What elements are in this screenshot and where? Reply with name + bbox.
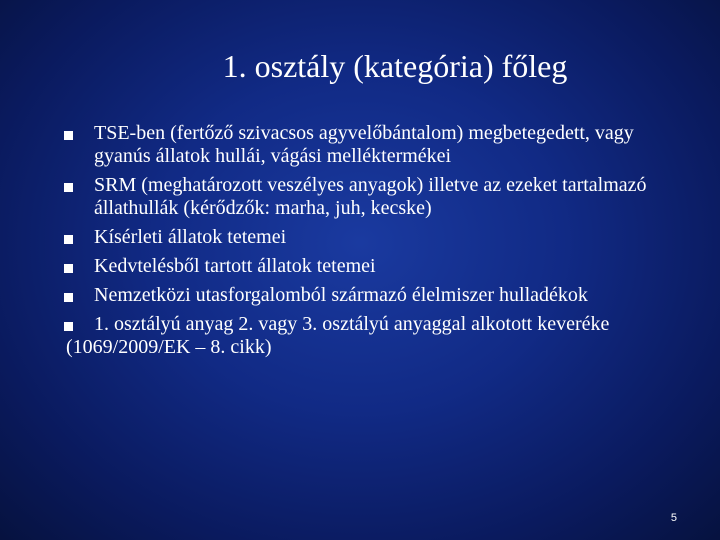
slide-title: 1. osztály (kategória) főleg (222, 48, 568, 84)
page-number: 5 (670, 512, 677, 524)
slide-body (64, 122, 684, 359)
bullet-item (64, 313, 684, 336)
bullet-list (64, 122, 684, 336)
bullet-text: Kísérleti állatok tetemei (94, 226, 287, 248)
bullet-item (64, 226, 684, 249)
bullet-item (64, 122, 684, 168)
bullet-item (64, 255, 684, 278)
bullet-text: SRM (meghatározott veszélyes anyagok) illetve az ezeket tartalmazó állathullák (kérődzők: marha, juh, kecske) (94, 174, 647, 219)
bullet-text: Kedvtelésből tartott állatok tetemei (94, 255, 376, 277)
square-bullet-icon (64, 131, 73, 140)
legal-reference: (1069/2009/EK – 8. cikk) (66, 336, 272, 358)
bullet-item (64, 174, 684, 220)
bullet-item (64, 284, 684, 307)
square-bullet-icon (64, 264, 73, 273)
square-bullet-icon (64, 322, 73, 331)
bullet-text: Nemzetközi utasforgalomból származó élelmiszer hulladékok (94, 284, 588, 306)
bullet-text: 1. osztályú anyag 2. vagy 3. osztályú anyaggal alkotott keveréke (94, 313, 610, 335)
square-bullet-icon (64, 293, 73, 302)
square-bullet-icon (64, 183, 73, 192)
square-bullet-icon (64, 235, 73, 244)
bullet-text: TSE-ben (fertőző szivacsos agyvelőbántalom) megbetegedett, vagy gyanús állatok hullái, vágási melléktermékei (94, 122, 634, 167)
